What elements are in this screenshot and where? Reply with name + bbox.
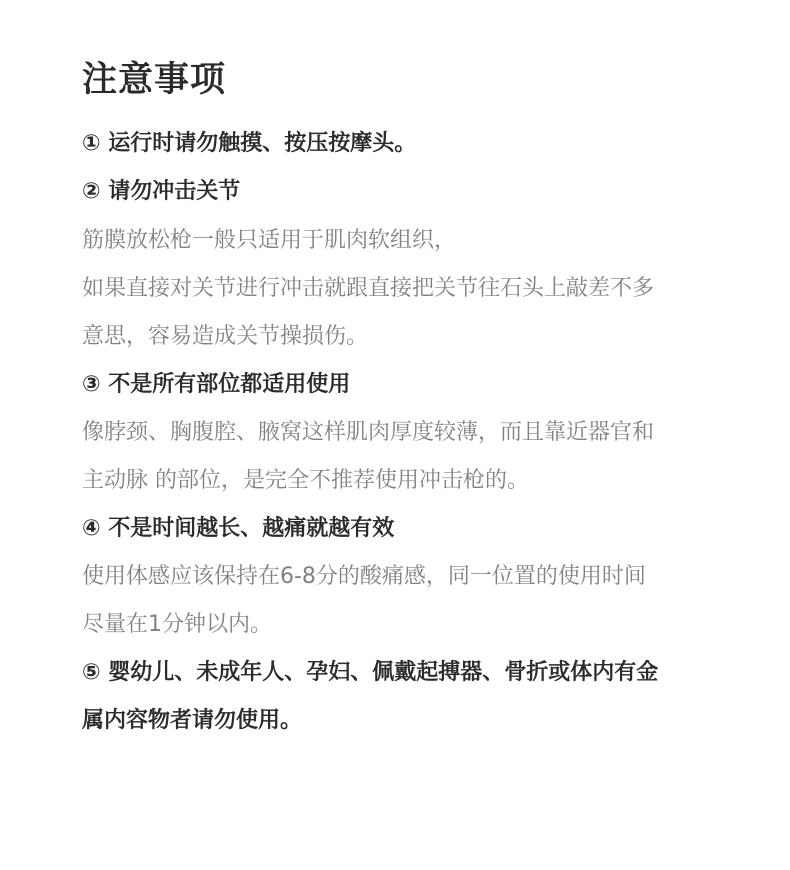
notice-item-2-text: 如果直接对关节进行冲击就跟直接把关节往石头上敲差不多 [82,276,655,301]
notice-item-5-heading: 属内容物者请勿使用。 [82,708,303,733]
notice-item-2-text: 筋膜放松枪一般只适用于肌肉软组织， [82,228,457,253]
notice-item-3-text: 像脖颈、胸腹腔、腋窝这样肌肉厚度较薄，而且靠近器官和 [82,420,655,445]
notice-item-3-heading: ③ 不是所有部位都适用使用 [82,372,351,397]
notice-item-5-heading: ⑤ 婴幼儿、未成年人、孕妇、佩戴起搏器、骨折或体内有金 [82,660,659,685]
notice-item-2-heading: ② 请勿冲击关节 [82,179,241,204]
notice-item-3-text: 主动脉 的部位，是完全不推荐使用冲击枪的。 [82,468,529,493]
notice-item-1-heading: ① 运行时请勿触摸、按压按摩头。 [82,131,417,156]
notice-item-4-text: 使用体感应该保持在6-8分的酸痛感，同一位置的使用时间 [82,564,646,589]
page-title: 注意事项 [82,60,227,100]
notice-item-4-heading: ④ 不是时间越长、越痛就越有效 [82,516,395,541]
notice-item-2-text: 意思，容易造成关节操损伤。 [82,324,369,349]
notice-item-4-text: 尽量在1分钟以内。 [82,612,272,637]
